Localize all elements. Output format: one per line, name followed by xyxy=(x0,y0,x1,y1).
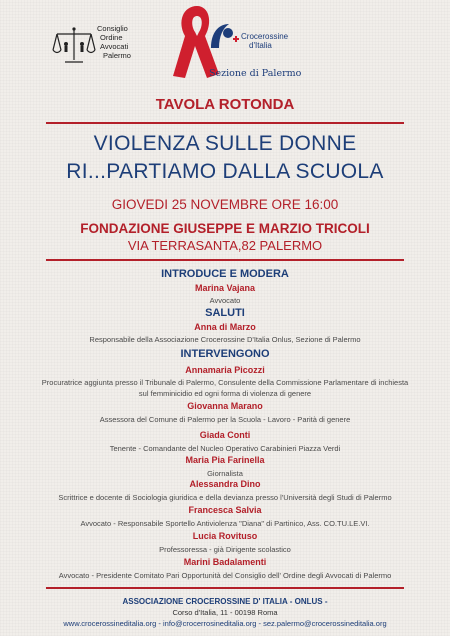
brand-line: d'Italia xyxy=(249,41,272,50)
logo-line: Avvocati xyxy=(100,42,129,51)
speaker-name: Alessandra Dino xyxy=(189,479,261,489)
event-address: VIA TERRASANTA,82 PALERMO xyxy=(127,238,323,253)
event-venue: FONDAZIONE GIUSEPPE E MARZIO TRICOLI xyxy=(80,221,370,236)
speaker-role: Giornalista xyxy=(207,469,243,478)
speaker-name: Marina Vajana xyxy=(194,283,256,293)
speaker-name: Lucia Rovituso xyxy=(192,531,258,541)
logo-line: Ordine xyxy=(100,33,123,42)
speaker-role: sul femminicidio ed ogni forma di violenza di genere xyxy=(138,389,312,398)
divider xyxy=(46,587,404,589)
speaker-role: Avvocato - Responsabile Sportello Antiviolenza "Diana" di Partinico, Ass. CO.TU.LE.VI. xyxy=(80,519,370,528)
speaker-name: Anna di Marzo xyxy=(194,322,256,332)
footer-organization: ASSOCIAZIONE CROCEROSSINE D' ITALIA - ONLUS - xyxy=(122,597,328,606)
section-heading: INTERVENGONO xyxy=(180,348,270,360)
crocerossine-brand xyxy=(241,32,288,50)
speaker-name: Maria Pia Farinella xyxy=(185,455,265,465)
crocerossine-logo xyxy=(163,2,313,92)
logo-line: Consiglio xyxy=(97,24,128,33)
crocerossine-badge-icon xyxy=(207,20,241,52)
speaker-role: Professoressa - già Dirigente scolastico xyxy=(159,545,291,554)
footer-address: Corso d'Italia, 11 - 00198 Roma xyxy=(172,608,278,617)
speaker-name: Francesca Salvia xyxy=(188,505,262,515)
event-title-line1: VIOLENZA SULLE DONNE xyxy=(93,132,357,155)
speaker-name: Giada Conti xyxy=(199,430,251,440)
bar-association-name xyxy=(97,24,131,60)
speaker-role: Avvocato xyxy=(209,296,241,305)
speaker-role: Tenente - Comandante del Nucleo Operativo Carabinieri Piazza Verdi xyxy=(109,444,341,453)
speaker-role: Avvocato - Presidente Comitato Pari Opportunità del Consiglio dell' Ordine degli Avvocati di Palermo xyxy=(58,571,392,580)
section-heading: SALUTI xyxy=(205,307,245,319)
event-title-line2: RI...PARTIAMO DALLA SCUOLA xyxy=(66,160,384,183)
section-heading: INTRODUCE E MODERA xyxy=(161,268,289,280)
bar-association-logo xyxy=(52,24,172,70)
divider xyxy=(46,259,404,261)
speaker-name: Marini Badalamenti xyxy=(183,557,267,567)
header xyxy=(0,0,450,92)
speaker-name: Giovanna Marano xyxy=(187,401,263,411)
crocerossine-section: Sezione di Palermo xyxy=(209,68,302,79)
divider xyxy=(46,122,404,124)
event-datetime: GIOVEDI 25 NOVEMBRE ORE 16:00 xyxy=(111,197,339,212)
speaker-role: Procuratrice aggiunta presso il Tribunale di Palermo, Consulente della Commissione Parlamentare di inchiesta xyxy=(41,378,409,387)
footer-contacts: www.crocerossineditalia.org - info@crocerrosineditalia.org - sez.palermo@crocerossineditalia.org xyxy=(63,619,387,628)
scales-icon xyxy=(52,26,96,66)
speaker-role: Assessora del Comune di Palermo per la Scuola - Lavoro - Parità di genere xyxy=(99,415,351,424)
event-kicker: TAVOLA ROTONDA xyxy=(155,96,295,113)
speaker-role: Responsabile della Associazione Crocerossine D'Italia Onlus, Sezione di Palermo xyxy=(89,335,361,344)
brand-line: Crocerossine xyxy=(241,32,289,41)
speaker-role: Scrittrice e docente di Sociologia giuridica e della devianza presso l'Università degli Studi di Palermo xyxy=(58,493,392,502)
speaker-name: Annamaria Picozzi xyxy=(185,365,265,375)
logo-line: Palermo xyxy=(103,51,131,60)
